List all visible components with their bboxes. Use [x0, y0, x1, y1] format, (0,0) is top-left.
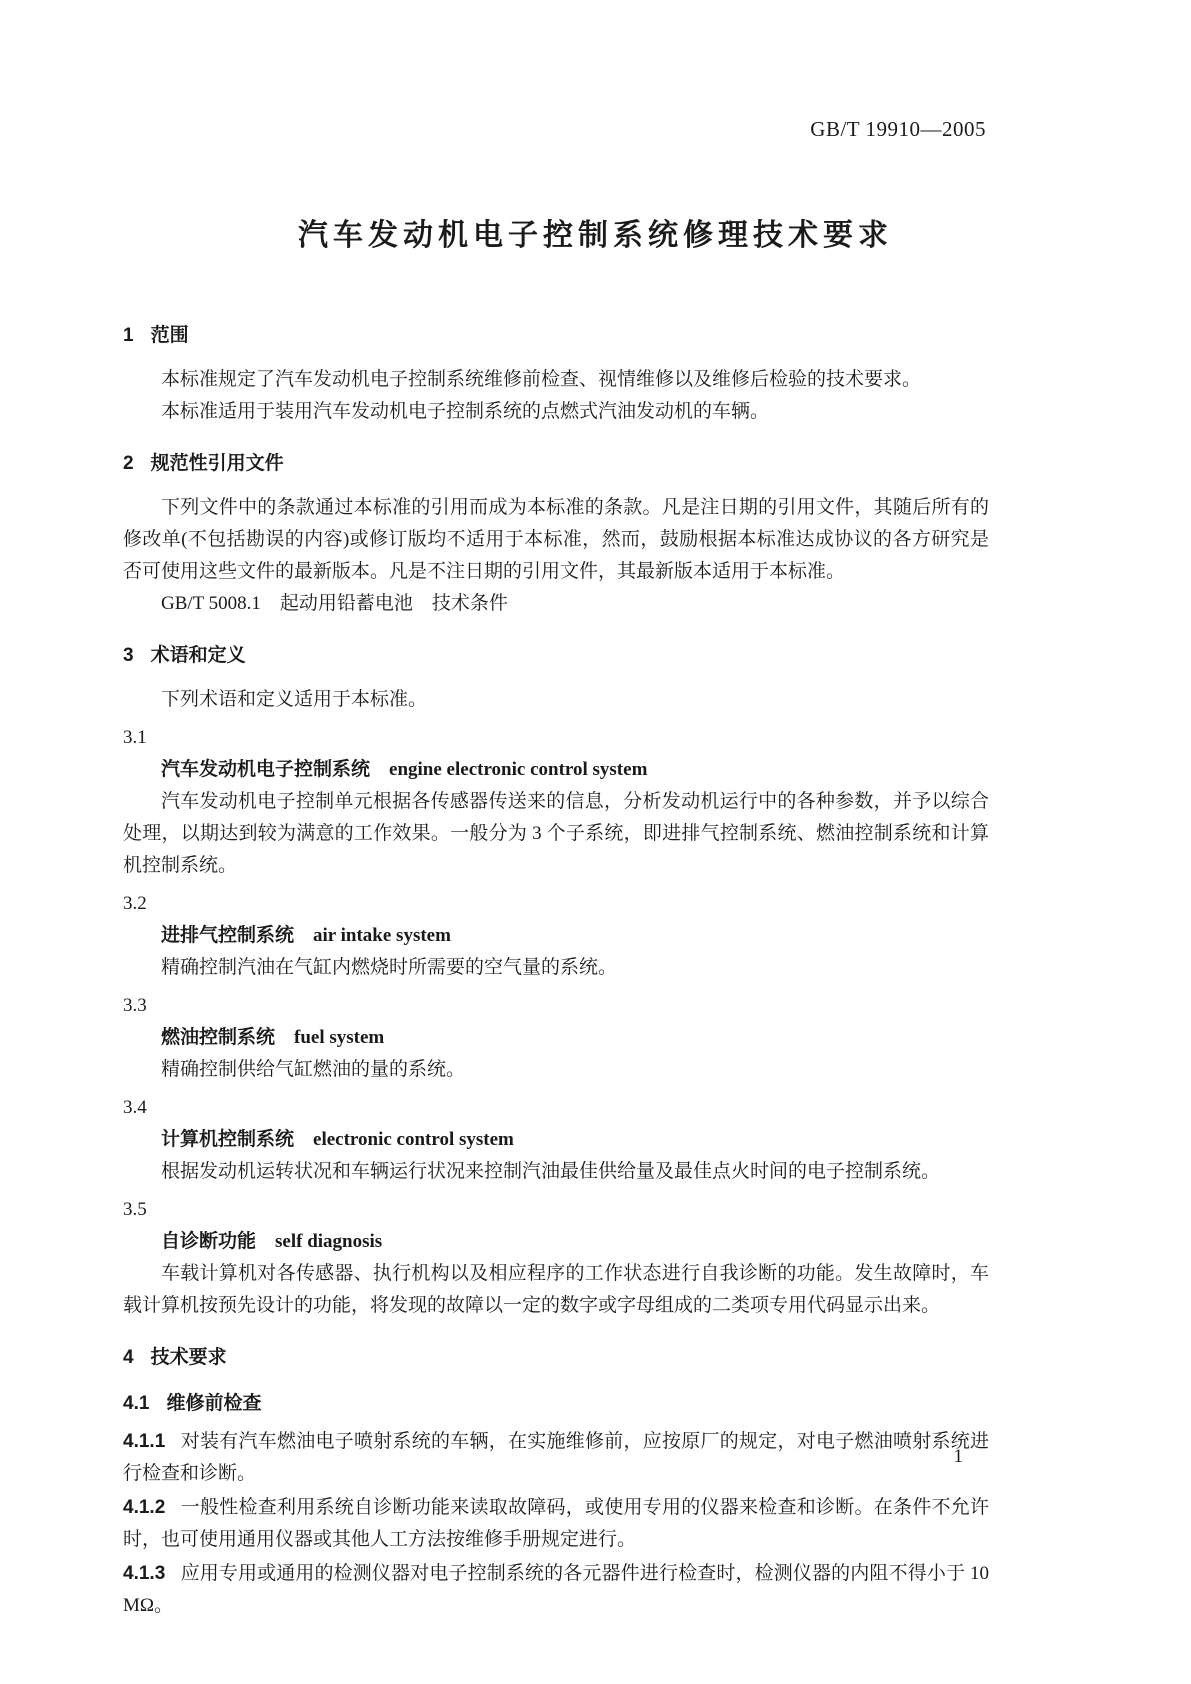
term-name-zh: 自诊断功能 [161, 1231, 257, 1252]
term-name-en: fuel system [294, 1027, 385, 1048]
term-line [123, 754, 989, 786]
clause-text: 一般性检查利用系统自诊断功能来读取故障码，或使用专用的仪器来检查和诊断。在条件不允许时，也可使用通用仪器或其他人工方法按维修手册规定进行。 [123, 1497, 989, 1550]
term-name-en: electronic control system [313, 1129, 514, 1150]
section-heading [123, 320, 989, 352]
paragraph: 汽车发动机电子控制单元根据各传感器传送来的信息，分析发动机运行中的各种参数，并予以综合处理，以期达到较为满意的工作效果。一般分为 3 个子系统，即进排气控制系统、燃油控制系统和计算机控制系统。 [123, 791, 989, 876]
term-line [123, 1124, 989, 1156]
document-body [123, 300, 989, 1622]
section-number: 4 [123, 1347, 134, 1368]
term-line [123, 1226, 989, 1258]
clause-number: 4.1.2 [123, 1497, 166, 1518]
term-number: 3.2 [123, 893, 147, 914]
reference-entry: GB/T 5008.1 起动用铅蓄电池 技术条件 [161, 593, 508, 614]
clause [123, 1492, 989, 1556]
section-number: 3 [123, 645, 134, 666]
paragraph: 本标准适用于装用汽车发动机电子控制系统的点燃式汽油发动机的车辆。 [161, 401, 770, 422]
term-line [123, 1022, 989, 1054]
standard-number: GB/T 19910—2005 [810, 117, 986, 141]
term-name-zh: 汽车发动机电子控制系统 [161, 759, 371, 780]
term-name-en: engine electronic control system [389, 759, 648, 780]
section-title: 范围 [150, 325, 189, 346]
term-name-en: self diagnosis [275, 1231, 383, 1252]
term-number: 3.1 [123, 727, 147, 748]
sub-heading-number: 4.1 [123, 1393, 150, 1414]
paragraph: 本标准规定了汽车发动机电子控制系统维修前检查、视情维修以及维修后检验的技术要求。 [161, 369, 922, 390]
term-name-en: air intake system [313, 925, 451, 946]
term-name-zh: 进排气控制系统 [161, 925, 295, 946]
term-name-zh: 燃油控制系统 [161, 1027, 276, 1048]
paragraph: 车载计算机对各传感器、执行机构以及相应程序的工作状态进行自我诊断的功能。发生故障时，车载计算机按预先设计的功能，将发现的故障以一定的数字或字母组成的二类项专用代码显示出来。 [123, 1263, 989, 1316]
term-number: 3.4 [123, 1097, 147, 1118]
clause-number: 4.1.1 [123, 1431, 166, 1452]
section-number: 1 [123, 325, 134, 346]
paragraph: 精确控制汽油在气缸内燃烧时所需要的空气量的系统。 [161, 957, 618, 978]
paragraph: 下列术语和定义适用于本标准。 [161, 689, 428, 710]
page-number: 1 [953, 1446, 963, 1467]
section-title: 技术要求 [150, 1347, 227, 1368]
clause [123, 1558, 989, 1622]
section-heading [123, 640, 989, 672]
sub-heading-title: 维修前检查 [166, 1393, 262, 1414]
section-title: 规范性引用文件 [150, 453, 284, 474]
term-number: 3.5 [123, 1199, 147, 1220]
document-title: 汽车发动机电子控制系统修理技术要求 [298, 219, 893, 252]
term-name-zh: 计算机控制系统 [161, 1129, 295, 1150]
sub-heading [123, 1388, 989, 1420]
section-title: 术语和定义 [150, 645, 246, 666]
section-heading [123, 1342, 989, 1374]
clause-text: 应用专用或通用的检测仪器对电子控制系统的各元器件进行检查时，检测仪器的内阻不得小于 10 MΩ。 [123, 1563, 989, 1616]
section-heading [123, 448, 989, 480]
paragraph: 根据发动机运转状况和车辆运行状况来控制汽油最佳供给量及最佳点火时间的电子控制系统。 [161, 1161, 941, 1182]
paragraph: 下列文件中的条款通过本标准的引用而成为本标准的条款。凡是注日期的引用文件，其随后所有的修改单(不包括勘误的内容)或修订版均不适用于本标准，然而，鼓励根据本标准达成协议的各方研究是否可使用这些文件的最新版本。凡是不注日期的引用文件，其最新版本适用于本标准。 [123, 497, 989, 582]
clause-number: 4.1.3 [123, 1563, 166, 1584]
clause-text: 对装有汽车燃油电子喷射系统的车辆，在实施维修前，应按原厂的规定，对电子燃油喷射系统进行检查和诊断。 [123, 1431, 989, 1484]
section-number: 2 [123, 453, 134, 474]
term-line [123, 920, 989, 952]
clause [123, 1426, 989, 1490]
term-number: 3.3 [123, 995, 147, 1016]
paragraph: 精确控制供给气缸燃油的量的系统。 [161, 1059, 466, 1080]
